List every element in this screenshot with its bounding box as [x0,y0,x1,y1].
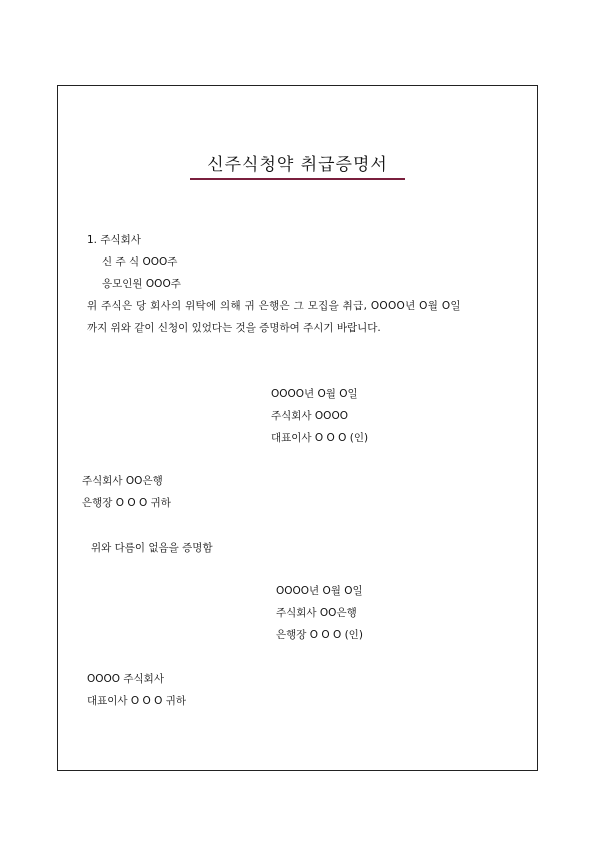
final-company: OOOO 주식회사 [87,673,164,685]
certification-statement: 위와 다름이 없음을 증명함 [91,542,213,554]
new-shares-line: 신 주 식 OOO주 [102,256,178,268]
document-border [57,85,538,771]
recipient-bank: 주식회사 OO은행 [82,475,163,487]
bank-name: 주식회사 OO은행 [276,607,357,619]
section-heading: 1. 주식회사 [87,234,141,246]
issuer-date: OOOO년 O월 O일 [271,388,358,400]
bank-signer: 은행장 O O O (인) [276,629,363,641]
issuer-company: 주식회사 OOOO [271,410,348,422]
body-text-line-2: 까지 위와 같이 신청이 있었다는 것을 증명하여 주시기 바랍니다. [87,322,381,334]
body-text-line-1: 위 주식은 당 회사의 위탁에 의해 귀 은행은 그 모집을 취급, OOOO년 O월 O일 [87,300,461,312]
bank-date: OOOO년 O월 O일 [276,585,363,597]
subscribed-shares-line: 응모인원 OOO주 [102,278,181,290]
final-representative: 대표이사 O O O 귀하 [87,695,187,707]
document-title: 신주식청약 취급증명서 [207,155,388,175]
title-underline [190,178,405,180]
recipient-addressee: 은행장 O O O 귀하 [82,497,171,509]
issuer-representative: 대표이사 O O O (인) [271,432,369,444]
